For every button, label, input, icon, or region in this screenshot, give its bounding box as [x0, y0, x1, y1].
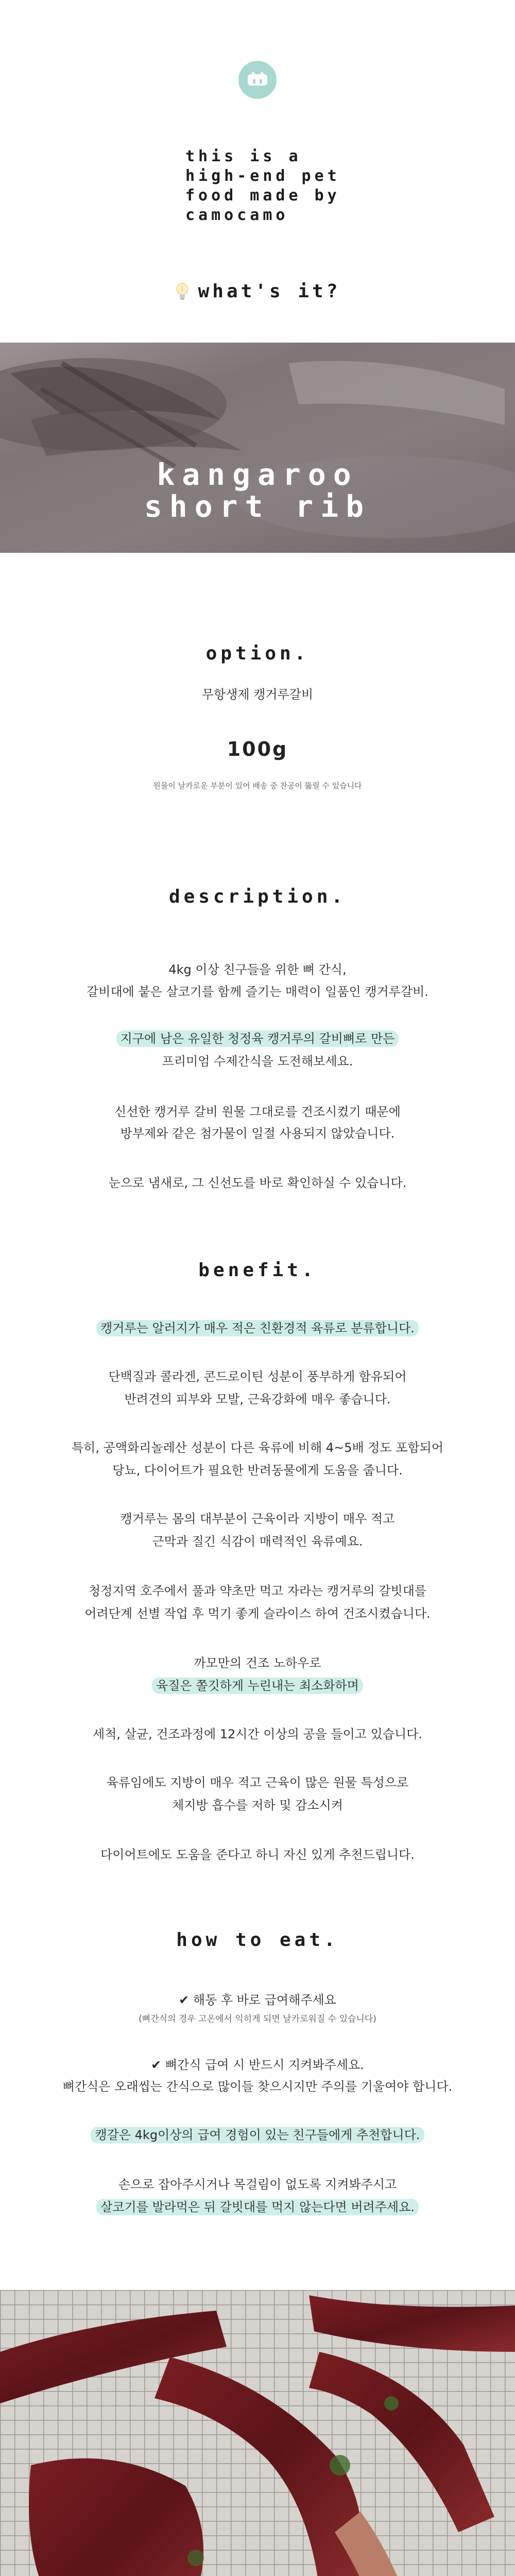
benefit-line [0, 1675, 515, 1693]
howto-line [0, 2197, 515, 2215]
benefit-line: 근막과 질긴 식감이 매력적인 육류예요. [152, 1534, 363, 1549]
description-line: 눈으로 냄새로, 그 신선도를 바로 확인하실 수 있습니다. [108, 1176, 407, 1190]
option-name: 무항생제 캥거루갈비 [201, 687, 314, 702]
howto-line: (뼈간식의 경우 고온에서 익히게 되면 날카로워질 수 있습니다) [139, 2014, 376, 2024]
description-line [0, 1028, 515, 1046]
highlight: 육질은 쫄깃하게 누린내는 최소화하며 [152, 1677, 363, 1694]
description-title: description. [168, 886, 347, 907]
benefit-line: 특히, 공액화리놀레산 성분이 다른 육류에 비해 4~5배 정도 포함되어 [71, 1440, 444, 1455]
hero-title-line: kangaroo [157, 457, 358, 492]
intro-line: high-end pet [185, 167, 340, 185]
howto-line: ✔ 해동 후 바로 급여해주세요 [179, 1993, 336, 2007]
benefit-line: 체지방 흡수를 저하 및 감소시켜 [172, 1798, 343, 1812]
benefit-line: 세척, 살균, 건조과정에 12시간 이상의 공을 들이고 있습니다. [92, 1727, 423, 1741]
option-weight: 100g [227, 738, 288, 760]
brand-logo [238, 61, 277, 99]
option-title: option. [205, 643, 310, 664]
howto-line: 손으로 잡아주시거나 목걸림이 없도록 지켜봐주시고 [118, 2177, 397, 2192]
benefit-line: 반려견의 피부와 모발, 근육강화에 매우 좋습니다. [124, 1392, 391, 1406]
highlight: 캥거루는 알러지가 매우 적은 친환경적 육류로 분류합니다. [96, 1320, 419, 1336]
description-line: 방부제와 같은 첨가물이 일절 사용되지 않았습니다. [120, 1126, 395, 1141]
benefit-line: 청정지역 호주에서 풀과 약초만 먹고 자라는 캥거루의 갈빗대를 [88, 1584, 427, 1598]
benefit-line: 캥거루는 몸의 대부분이 근육이라 지방이 매우 적고 [120, 1512, 395, 1526]
benefit-title: benefit. [198, 1260, 317, 1281]
howto-line: ✔ 뼈간식 급여 시 반드시 지켜봐주세요. [151, 2058, 364, 2072]
description-line: 프리미엄 수제간식을 도전해보세요. [162, 1054, 353, 1069]
lightbulb-icon [175, 281, 190, 302]
intro-line: food made by [185, 187, 340, 205]
howto-line: 뼈간식은 오래씹는 간식으로 많이들 찾으시지만 주의를 기울여야 합니다. [62, 2079, 453, 2094]
description-line: 4kg 이상 친구들을 위한 뼈 간식, [168, 962, 347, 977]
whats-it-label: what's it? [198, 281, 341, 302]
benefit-line: 당뇨, 다이어트가 필요한 반려동물에게 도움을 줍니다. [112, 1463, 403, 1478]
intro-text [185, 147, 391, 225]
benefit-line: 까모만의 건조 노하우로 [194, 1656, 321, 1670]
hero-banner [0, 343, 515, 553]
logo-mark-icon [248, 72, 267, 87]
option-note: 원물이 날카로운 부분이 있어 배송 중 찬공이 뚫릴 수 있습니다 [153, 781, 362, 790]
highlight: 캥갈은 4kg이상의 급여 경험이 있는 친구들에게 추천합니다. [91, 2127, 424, 2143]
benefit-line: 다이어트에도 도움을 준다고 하니 자신 있게 추천드립니다. [100, 1848, 415, 1862]
description-line: 신선한 캥거루 갈비 원물 그대로를 건조시켰기 때문에 [114, 1105, 401, 1119]
howto-line [0, 2125, 515, 2143]
hero-title-line: short rib [144, 489, 371, 524]
benefit-line: 육류임에도 지방이 매우 적고 근육이 많은 원물 특성으로 [106, 1775, 409, 1790]
benefit-line: 어려단계 선별 작업 후 먹기 좋게 슬라이스 하여 건조시켰습니다. [84, 1606, 431, 1621]
product-photo [0, 2290, 515, 2576]
hero-title [0, 459, 515, 522]
description-line: 갈비대에 붙은 살코기를 함께 즐기는 매력이 일품인 캥거루갈비. [87, 985, 428, 999]
highlight: 지구에 남은 유일한 청정육 캥거루의 갈비뼈로 만든 [116, 1030, 399, 1047]
highlight: 살코기를 발라먹은 뒤 갈빗대를 먹지 않는다면 버려주세요. [96, 2199, 419, 2215]
intro-line: this is a [185, 147, 302, 165]
benefit-line [0, 1318, 515, 1336]
intro-line: camocamo [185, 206, 289, 224]
whats-it-heading [0, 281, 515, 302]
howto-title: how to eat. [176, 1929, 339, 1951]
benefit-line: 단백질과 콜라겐, 콘드로이틴 성분이 풍부하게 함유되어 [108, 1369, 407, 1384]
rib-photo-image [0, 2290, 515, 2576]
